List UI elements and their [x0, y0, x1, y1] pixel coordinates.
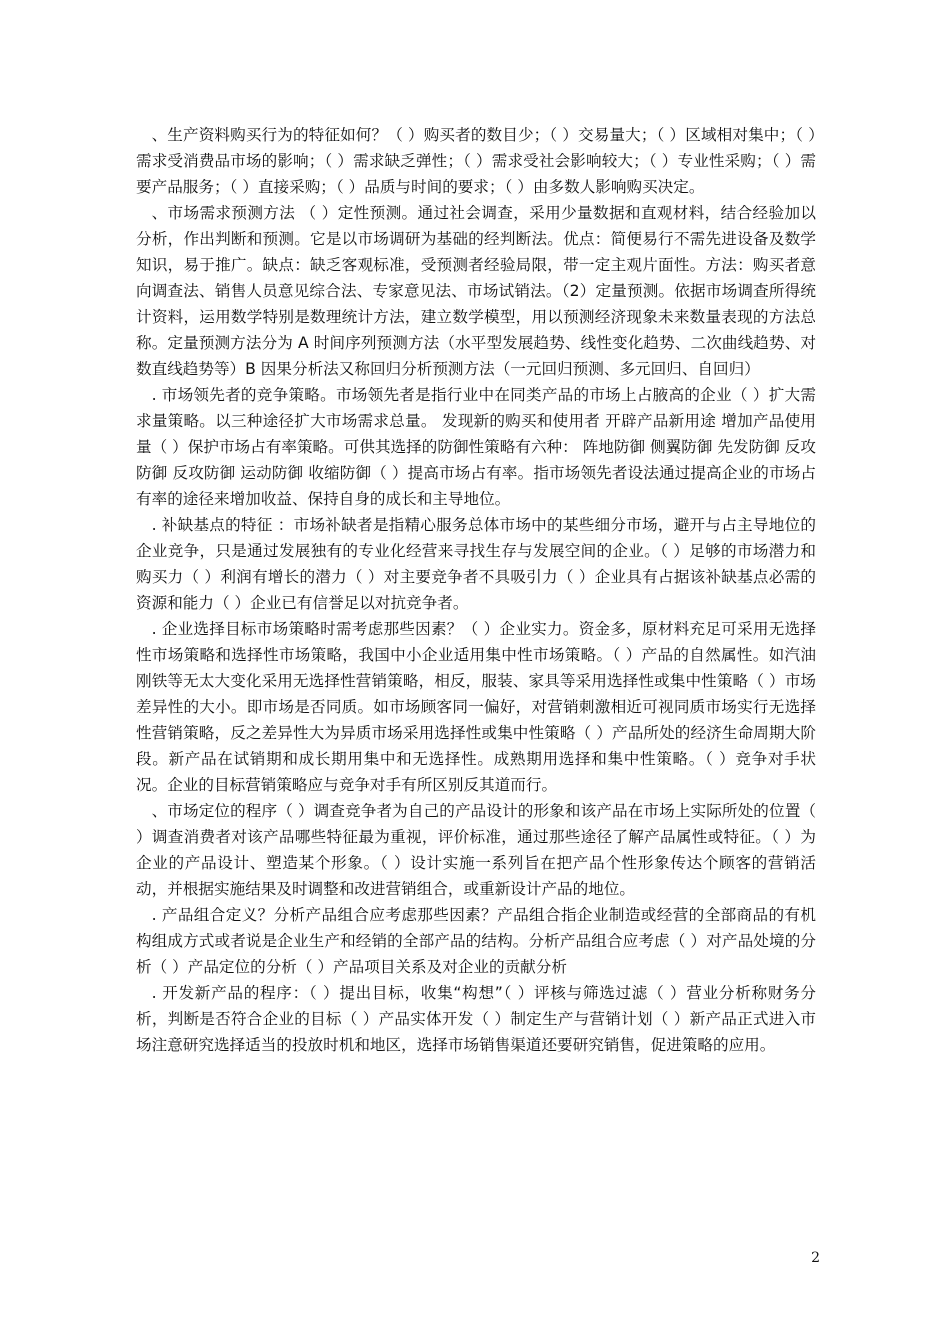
paragraph-purchase-characteristics: 、生产资料购买行为的特征如何？（ ）购买者的数目少；（ ）交易量大；（ ）区域相对集中；（ ）需求受消费品市场的影响；（ ）需求缺乏弹性；（ ）需求受社会影响较大；（ ）专业性采购；（ ）需要产品服务；（ ）直接采购；（ ）品质与时间的要求；（ ）由多数人影响购买决定。	[136, 126, 816, 196]
paragraph-product-mix: . 产品组合定义？分析产品组合应考虑那些因素？产品组合指企业制造或经营的全部商品的有机构组成方式或者说是企业生产和经销的全部产品的结构。分析产品组合应考虑（ ）对产品处境的分析（ ）产品定位的分析（ ）产品项目关系及对企业的贡献分析	[136, 906, 816, 976]
paragraph-niche-features: . 补缺基点的特征 ：市场补缺者是指精心服务总体市场中的某些细分市场，避开与占主导地位的企业竞争，只是通过发展独有的专业化经营来寻找生存与发展空间的企业。（ ）足够的市场潜力和购买力（ ）利润有增长的潜力（ ）对主要竞争者不具吸引力（ ）企业具有占据该补缺基点必需的资源和能力（ ）企业已有信誉足以对抗竞争者。	[136, 516, 816, 612]
paragraph-target-market-factors: . 企业选择目标市场策略时需考虑那些因素？（ ）企业实力。资金多，原材料充足可采用无选择性市场策略和选择性市场策略，我国中小企业适用集中性市场策略。（ ）产品的自然属性。如汽油刚铁等无太大变化采用无选择性营销策略，相反，服装、家具等采用选择性或集中性策略（ ）市场差异性的大小。即市场是否同质。如市场顾客同一偏好，对营销刺激相近可视同质市场实行无选择性营销策略，反之差异性大为异质市场采用选择性或集中性策略（ ）产品所处的经济生命周期大阶段。新产品在试销期和成长期用集中和无选择性。成熟期用选择和集中性策略。（ ）竞争对手状况。企业的目标营销策略应与竞争对手有所区别反其道而行。	[136, 620, 816, 794]
paragraph-new-product-procedure: . 开发新产品的程序：（ ）提出目标，收集“构想”（ ）评核与筛选过滤（ ）营业分析称财务分析，判断是否符合企业的目标（ ）产品实体开发（ ）制定生产与营销计划（ ）新产品正式进入市场注意研究选择适当的投放时机和地区，选择市场销售渠道还要研究销售，促进策略的应用。	[136, 984, 816, 1054]
body-text	[136, 122, 816, 1058]
paragraph-demand-forecasting: 、市场需求预测方法 （ ）定性预测。通过社会调查，采用少量数据和直观材料，结合经验加以分析，作出判断和预测。它是以市场调研为基础的经判断法。优点：简便易行不需先进设备及数学知识，易于推广。缺点：缺乏客观标准，受预测者经验局限，带一定主观片面性。方法：购买者意向调查法、销售人员意见综合法、专家意见法、市场试销法。（2）定量预测。依据市场调查所得统计资料，运用数学特别是数理统计方法，建立数学模型，用以预测经济现象未来数量表现的方法总称。定量预测方法分为 A 时间序列预测方法（水平型发展趋势、线性变化趋势、二次曲线趋势、对数直线趋势等）B 因果分析法又称回归分析预测方法（一元回归预测、多元回归、自回归）	[136, 204, 816, 378]
paragraph-market-leader-strategy: . 市场领先者的竞争策略。市场领先者是指行业中在同类产品的市场上占腋高的企业（ ）扩大需求量策略。以三种途径扩大市场需求总量。 发现新的购买和使用者 开辟产品新用途 增加产品使用量（ ）保护市场占有率策略。可供其选择的防御性策略有六种： 阵地防御 侧翼防御 先发防御 反攻防御 反攻防御 运动防御 收缩防御（ ）提高市场占有率。指市场领先者设法通过提高企业的市场占有率的途径来增加收益、保持自身的成长和主导地位。	[136, 386, 816, 508]
page-number: 2	[811, 1250, 820, 1266]
paragraph-positioning-procedure: 、市场定位的程序（ ）调查竞争者为自己的产品设计的形象和该产品在市场上实际所处的位置（ ）调查消费者对该产品哪些特征最为重视，评价标准，通过那些途径了解产品属性或特征。（ ）为企业的产品设计、塑造某个形象。（ ）设计实施一系列旨在把产品个性形象传达个顾客的营销活动，并根据实施结果及时调整和改进营销组合，或重新设计产品的地位。	[136, 802, 816, 898]
